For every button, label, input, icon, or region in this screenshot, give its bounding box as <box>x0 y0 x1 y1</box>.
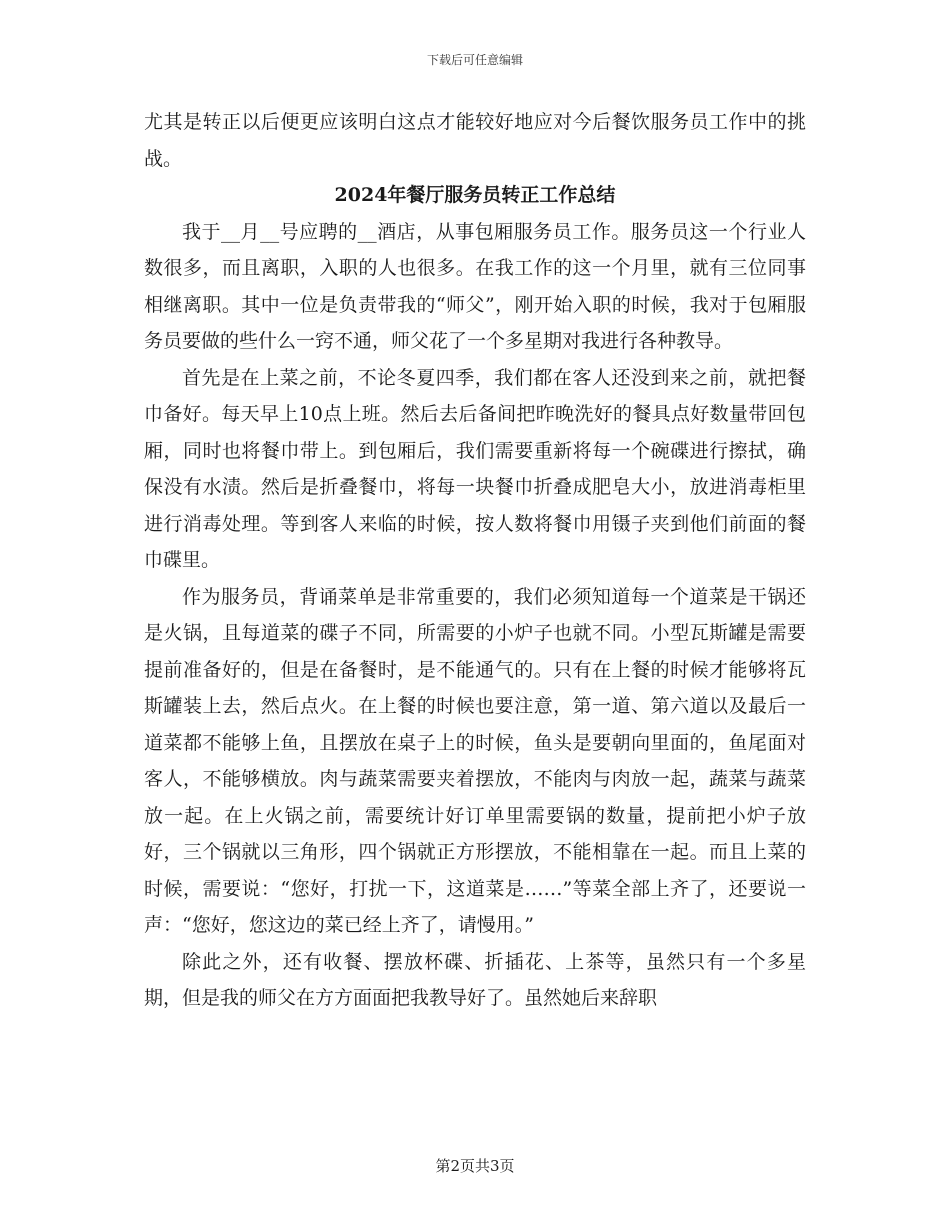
page-footer-indicator: 第2页共3页 <box>435 1157 515 1175</box>
body-paragraph-1: 我于__月__号应聘的__酒店，从事包厢服务员工作。服务员这一个行业人数很多，而且离职，入职的人也很多。在我工作的这一个月里，就有三位同事相继离职。其中一位是负责带我的“师父”，刚开始入职的时候，我对于包厢服务员要做的些什么一窍不通，师父花了一个多星期对我进行各种教导。 <box>144 220 806 352</box>
body-paragraph-4: 除此之外，还有收餐、摆放杯碟、折插花、上茶等，虽然只有一个多星期，但是我的师父在方方面面把我教导好了。虽然她后来辞职 <box>144 950 806 1009</box>
intro-continuation-paragraph: 尤其是转正以后便更应该明白这点才能较好地应对今后餐饮服务员工作中的挑战。 <box>144 111 806 170</box>
body-paragraph-2: 首先是在上菜之前，不论冬夏四季，我们都在客人还没到来之前，就把餐巾备好。每天早上10点上班。然后去后备间把昨晚洗好的餐具点好数量带回包厢，同时也将餐巾带上。到包厢后，我们需要重新将每一个碗碟进行擦拭，确保没有水渍。然后是折叠餐巾，将每一块餐巾折叠成肥皂大小，放进消毒柜里进行消毒处理。等到客人来临的时候，按人数将餐巾用镊子夹到他们前面的餐巾碟里。 <box>144 366 806 571</box>
body-paragraph-3: 作为服务员，背诵菜单是非常重要的，我们必须知道每一个道菜是干锅还是火锅，且每道菜的碟子不同，所需要的小炉子也就不同。小型瓦斯罐是需要提前准备好的，但是在备餐时，是不能通气的。只有在上餐的时候才能够将瓦斯罐装上去，然后点火。在上餐的时候也要注意，第一道、第六道以及最后一道菜都不能够上鱼，且摆放在桌子上的时候，鱼头是要朝向里面的，鱼尾面对客人，不能够横放。肉与蔬菜需要夹着摆放，不能肉与肉放一起，蔬菜与蔬菜放一起。在上火锅之前，需要统计好订单里需要锅的数量，提前把小炉子放好，三个锅就以三角形，四个锅就正方形摆放，不能相靠在一起。而且上菜的时候，需要说：“您好，打扰一下，这道菜是……”等菜全部上齐了，还要说一声：“您好，您这边的菜已经上齐了，请慢用。” <box>144 585 806 936</box>
document-body <box>144 104 806 1017</box>
page-header-note: 下载后可任意编辑 <box>426 53 523 67</box>
document-title: 2024年餐厅服务员转正工作总结 <box>334 184 616 206</box>
